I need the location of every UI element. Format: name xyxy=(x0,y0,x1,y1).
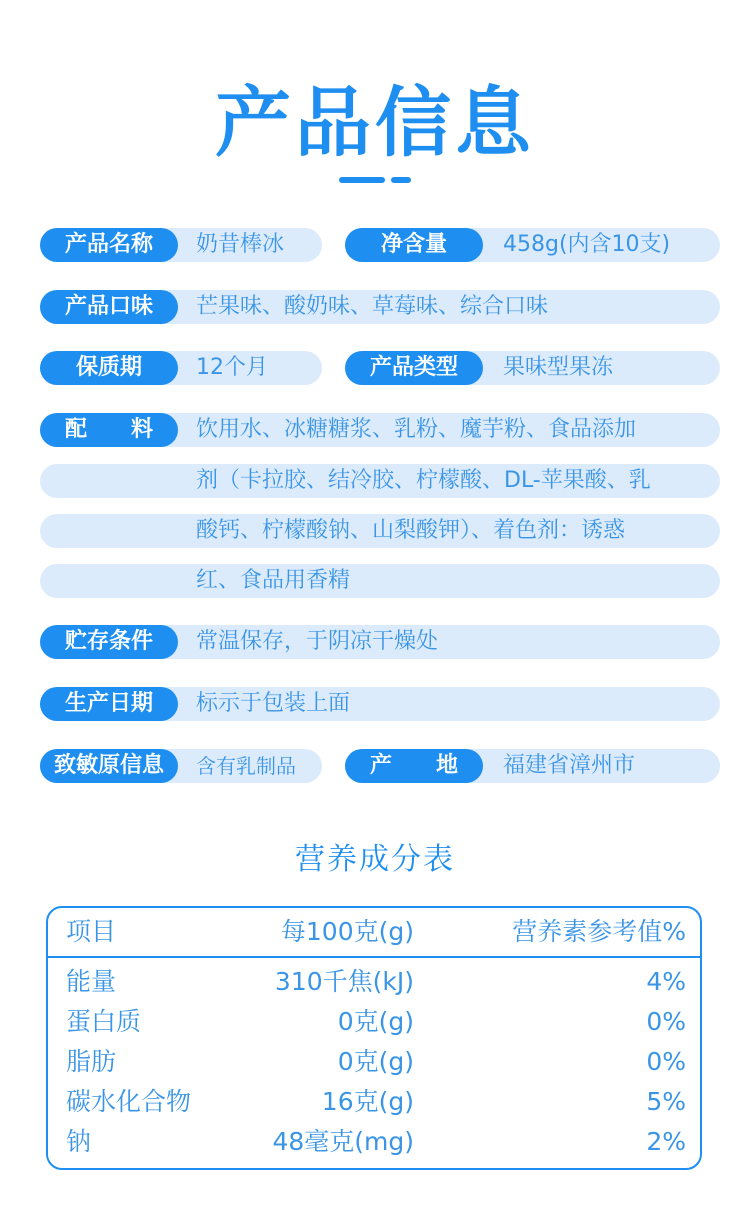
nutrition-row-nrv: 2% xyxy=(646,1127,686,1156)
value-storage: 常温保存，于阴凉干燥处 xyxy=(196,629,439,654)
value-origin: 福建省漳州市 xyxy=(503,753,636,778)
label-ingredients: 配 料 xyxy=(40,413,178,447)
title-underline-long xyxy=(339,177,385,183)
label-product-type: 产品类型 xyxy=(345,351,483,385)
value-net-content: 458g(内含10支) xyxy=(503,232,671,257)
value-ingredients-line: 剂（卡拉胶、结冷胶、柠檬酸、DL-苹果酸、乳 xyxy=(196,468,651,493)
info-row-allergen xyxy=(0,749,750,783)
info-row-name xyxy=(0,228,750,262)
label-flavor: 产品口味 xyxy=(40,290,178,324)
title-underline-short xyxy=(391,177,411,183)
info-row-ingredients-1 xyxy=(0,413,750,447)
nutrition-row-amount: 0克(g) xyxy=(337,1007,414,1036)
nutrition-row-name: 能量 xyxy=(66,967,117,996)
nutrition-row-nrv: 0% xyxy=(646,1047,686,1076)
nutrition-header-per100g: 每100克(g) xyxy=(280,917,414,946)
label-shelf-life: 保质期 xyxy=(40,351,178,385)
nutrition-header-item: 项目 xyxy=(66,917,117,946)
info-row-ingredients-3 xyxy=(0,514,750,548)
nutrition-row-name: 碳水化合物 xyxy=(66,1087,192,1116)
nutrition-row-name: 钠 xyxy=(66,1127,92,1156)
nutrition-table xyxy=(46,906,702,1170)
value-product-name: 奶昔棒冰 xyxy=(196,232,285,257)
info-row-storage xyxy=(0,625,750,659)
page-title: 产品信息 xyxy=(215,78,535,167)
pill-bg xyxy=(40,564,720,598)
nutrition-header-divider xyxy=(48,956,700,958)
label-origin: 产 地 xyxy=(345,749,483,783)
value-allergen: 含有乳制品 xyxy=(196,754,296,778)
value-shelf-life: 12个月 xyxy=(196,355,268,380)
nutrition-row-nrv: 0% xyxy=(646,1007,686,1036)
nutrition-row-nrv: 4% xyxy=(646,967,686,996)
value-production-date: 标示于包装上面 xyxy=(196,691,351,716)
label-storage: 贮存条件 xyxy=(40,625,178,659)
value-ingredients-line: 红、食品用香精 xyxy=(196,568,351,593)
info-row-shelf xyxy=(0,351,750,385)
label-net-content: 净含量 xyxy=(345,228,483,262)
info-row-date xyxy=(0,687,750,721)
label-production-date: 生产日期 xyxy=(40,687,178,721)
nutrition-row-amount: 48毫克(mg) xyxy=(272,1127,414,1156)
nutrition-row-name: 蛋白质 xyxy=(66,1007,142,1036)
value-flavor: 芒果味、酸奶味、草莓味、综合口味 xyxy=(196,294,549,319)
value-ingredients-line: 饮用水、冰糖糖浆、乳粉、魔芋粉、食品添加 xyxy=(196,417,637,442)
label-allergen: 致敏原信息 xyxy=(40,749,178,783)
info-row-flavor xyxy=(0,290,750,324)
nutrition-row-amount: 16克(g) xyxy=(321,1087,414,1116)
label-product-name: 产品名称 xyxy=(40,228,178,262)
nutrition-row-name: 脂肪 xyxy=(66,1047,117,1076)
info-row-ingredients-2 xyxy=(0,464,750,498)
nutrition-title: 营养成分表 xyxy=(295,842,455,877)
value-product-type: 果味型果冻 xyxy=(503,355,614,380)
info-row-ingredients-4 xyxy=(0,564,750,598)
nutrition-row-amount: 310千焦(kJ) xyxy=(274,967,414,996)
nutrition-row-nrv: 5% xyxy=(646,1087,686,1116)
nutrition-header-nrv: 营养素参考值% xyxy=(512,917,686,946)
nutrition-row-amount: 0克(g) xyxy=(337,1047,414,1076)
value-ingredients-line: 酸钙、柠檬酸钠、山梨酸钾）、着色剂：诱惑 xyxy=(196,518,626,543)
